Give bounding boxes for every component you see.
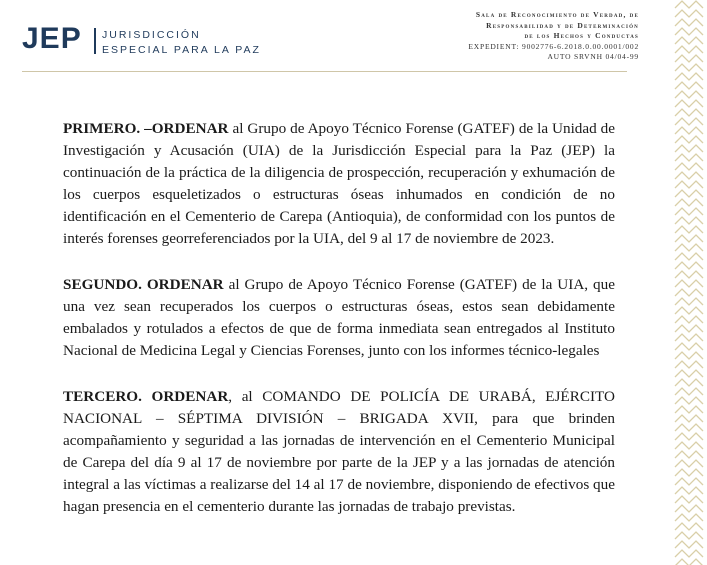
- paragraph-lead: PRIMERO. –ORDENAR: [63, 120, 229, 137]
- jep-logo: [22, 22, 261, 62]
- paragraph-text: al Grupo de Apoyo Técnico Forense (GATEF) de la Unidad de Investigación y Acusación (UIA) de la Jurisdicción Especial para la Paz (JEP) la continuación de la práctica de la diligencia de prospección, recuperación y exhumación de los cuerpos esqueletizados o estructuras óseas inhumados en condición de no identificación en el Cementerio de Carepa (Antioquia), de conformidad con los puntos de interés forenses georreferenciados por la UIA, del 9 al 17 de noviembre de 2023.: [63, 120, 616, 247]
- logo-acronym: JEP: [22, 22, 82, 55]
- logo-divider: [94, 28, 96, 54]
- expedient-number: EXPEDIENT: 9002776-6.2018.0.00.0001/002: [468, 41, 639, 51]
- resolution-body: [63, 118, 615, 542]
- paragraph-segundo: [63, 274, 615, 362]
- chamber-line-2: Responsabilidad y de Determinación: [486, 20, 639, 30]
- paragraph-primero: [63, 118, 615, 250]
- paragraph-lead: SEGUNDO. ORDENAR: [63, 276, 224, 293]
- case-header: [468, 10, 639, 63]
- chamber-line-1: Sala de Reconocimiento de Verdad, de: [475, 10, 639, 19]
- paragraph-lead: TERCERO. ORDENAR: [63, 388, 229, 405]
- paragraph-text: , al COMANDO DE POLICÍA DE URABÁ, EJÉRCITO NACIONAL – SÉPTIMA DIVISIÓN – BRIGADA XVII, para que brinden acompañamiento y seguridad a las jornadas de intervención en el Cementerio Municipal de Carepa del día 9 al 17 de noviembre por parte de la JEP y a las jornadas de atención integral a las víctimas a realizarse del 14 al 17 de noviembre, disponiendo de efectivos que hagan presencia en el cementerio durante las jornadas de trabajo previstas.: [63, 388, 615, 515]
- auto-number: AUTO SRVNH 04/04-99: [547, 52, 639, 61]
- logo-line-1: JURISDICCIÓN: [102, 29, 201, 41]
- header-rule: [22, 71, 627, 72]
- side-ornament: [673, 0, 707, 565]
- chamber-line-3: de los Hechos y Conductas: [524, 31, 639, 40]
- paragraph-text: al Grupo de Apoyo Técnico Forense (GATEF) de la UIA, que una vez sean recuperados los cuerpos o estructuras óseas, estos sean debidamente embalados y rotulados a efectos de que de forma inmediata sean entregados al Instituto Nacional de Medicina Legal y Ciencias Forenses, junto con los informes técnico-legales: [63, 276, 615, 359]
- paragraph-tercero: [63, 386, 615, 518]
- logo-line-2: ESPECIAL PARA LA PAZ: [102, 44, 261, 56]
